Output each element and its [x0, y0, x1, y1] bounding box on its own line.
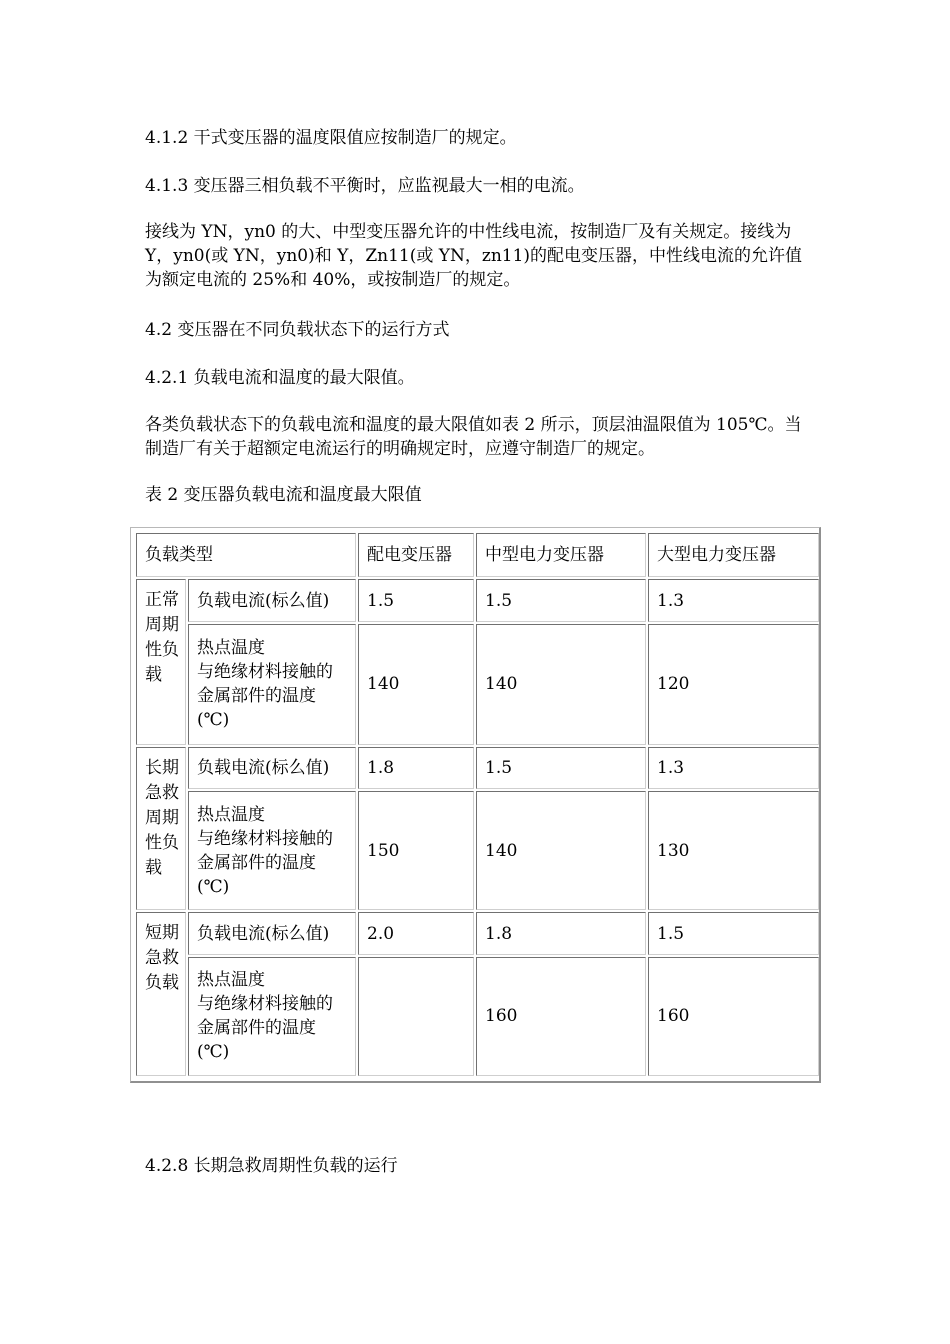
header-medium-power-transformer: 中型电力变压器: [476, 533, 646, 577]
value-cell: 1.5: [476, 579, 646, 621]
hotspot-label-line: 热点温度: [197, 970, 265, 991]
load-current-item-cell: 负载电流(标么值): [188, 579, 356, 621]
hotspot-label-line: 热点温度: [197, 804, 265, 825]
value-cell: 1.8: [358, 747, 474, 789]
value-cell: 160: [648, 957, 819, 1076]
load-category-cell: 正常周期性负载: [136, 579, 186, 745]
value-cell: 160: [476, 957, 646, 1076]
heading-4-2-8: 4.2.8 长期急救周期性负载的运行: [145, 1156, 398, 1176]
value-cell: 140: [476, 791, 646, 910]
value-cell: 140: [476, 624, 646, 745]
load-limit-table: [134, 531, 821, 1078]
paragraph-4-2-1: 4.2.1 负载电流和温度的最大限值。: [145, 368, 415, 388]
paragraph-load-limits: 各类负载状态下的负载电流和温度的最大限值如表 2 所示，顶层油温限值为 105℃。当制造厂有关于超额定电流运行的明确规定时，应遵守制造厂的规定。: [145, 415, 802, 459]
value-cell: 1.3: [648, 579, 819, 621]
value-cell: 2.0: [358, 912, 474, 954]
table-row: [136, 747, 819, 789]
hotspot-label-line: (℃): [197, 876, 230, 897]
hotspot-label-line: (℃): [197, 710, 230, 731]
hotspot-label-line: 金属部件的温度: [197, 686, 316, 707]
paragraph-4-1-3: 4.1.3 变压器三相负载不平衡时，应监视最大一相的电流。: [145, 176, 585, 196]
value-cell: 140: [358, 624, 474, 745]
hotspot-temperature-item-cell: [188, 957, 356, 1076]
value-cell: 120: [648, 624, 819, 745]
hotspot-label-line: 与绝缘材料接触的: [197, 994, 333, 1015]
header-large-power-transformer: 大型电力变压器: [648, 533, 819, 577]
table-row: [136, 957, 819, 1076]
table-row: [136, 912, 819, 954]
hotspot-label-line: 与绝缘材料接触的: [197, 662, 333, 683]
value-cell: 130: [648, 791, 819, 910]
header-distribution-transformer: 配电变压器: [358, 533, 474, 577]
hotspot-label-line: 与绝缘材料接触的: [197, 828, 333, 849]
hotspot-label-line: 金属部件的温度: [197, 1018, 316, 1039]
hotspot-label-line: (℃): [197, 1042, 230, 1063]
hotspot-temperature-item-cell: [188, 791, 356, 910]
load-category-cell: 长期急救周期性负载: [136, 747, 186, 911]
paragraph-4-1-2: 4.1.2 干式变压器的温度限值应按制造厂的规定。: [145, 128, 517, 148]
heading-4-2: 4.2 变压器在不同负载状态下的运行方式: [145, 320, 450, 340]
load-current-item-cell: 负载电流(标么值): [188, 912, 356, 954]
value-cell: 1.5: [648, 912, 819, 954]
header-load-type: 负载类型: [136, 533, 356, 577]
table-caption: 表 2 变压器负载电流和温度最大限值: [145, 485, 422, 505]
hotspot-label-line: 金属部件的温度: [197, 852, 316, 873]
paragraph-neutral-current: 接线为 YN，yn0 的大、中型变压器允许的中性线电流，按制造厂及有关规定。接线为 Y，yn0(或 YN，yn0)和 Y，Zn11(或 YN，zn11)的配电变压器，中性线电流的允许值为额定电流的 25%和 40%，或按制造厂的规定。: [145, 222, 803, 290]
table-row: [136, 579, 819, 621]
value-cell: 1.5: [476, 747, 646, 789]
table-header-row: [136, 533, 819, 577]
value-cell: 1.3: [648, 747, 819, 789]
hotspot-label-line: 热点温度: [197, 638, 265, 659]
load-current-item-cell: 负载电流(标么值): [188, 747, 356, 789]
value-cell: 1.8: [476, 912, 646, 954]
value-cell: 1.5: [358, 579, 474, 621]
load-limit-table-frame: [130, 527, 821, 1083]
hotspot-temperature-item-cell: [188, 624, 356, 745]
value-cell: 150: [358, 791, 474, 910]
load-category-cell: 短期急救负载: [136, 912, 186, 1076]
table-row: [136, 624, 819, 745]
value-cell: [358, 957, 474, 1076]
table-row: [136, 791, 819, 910]
